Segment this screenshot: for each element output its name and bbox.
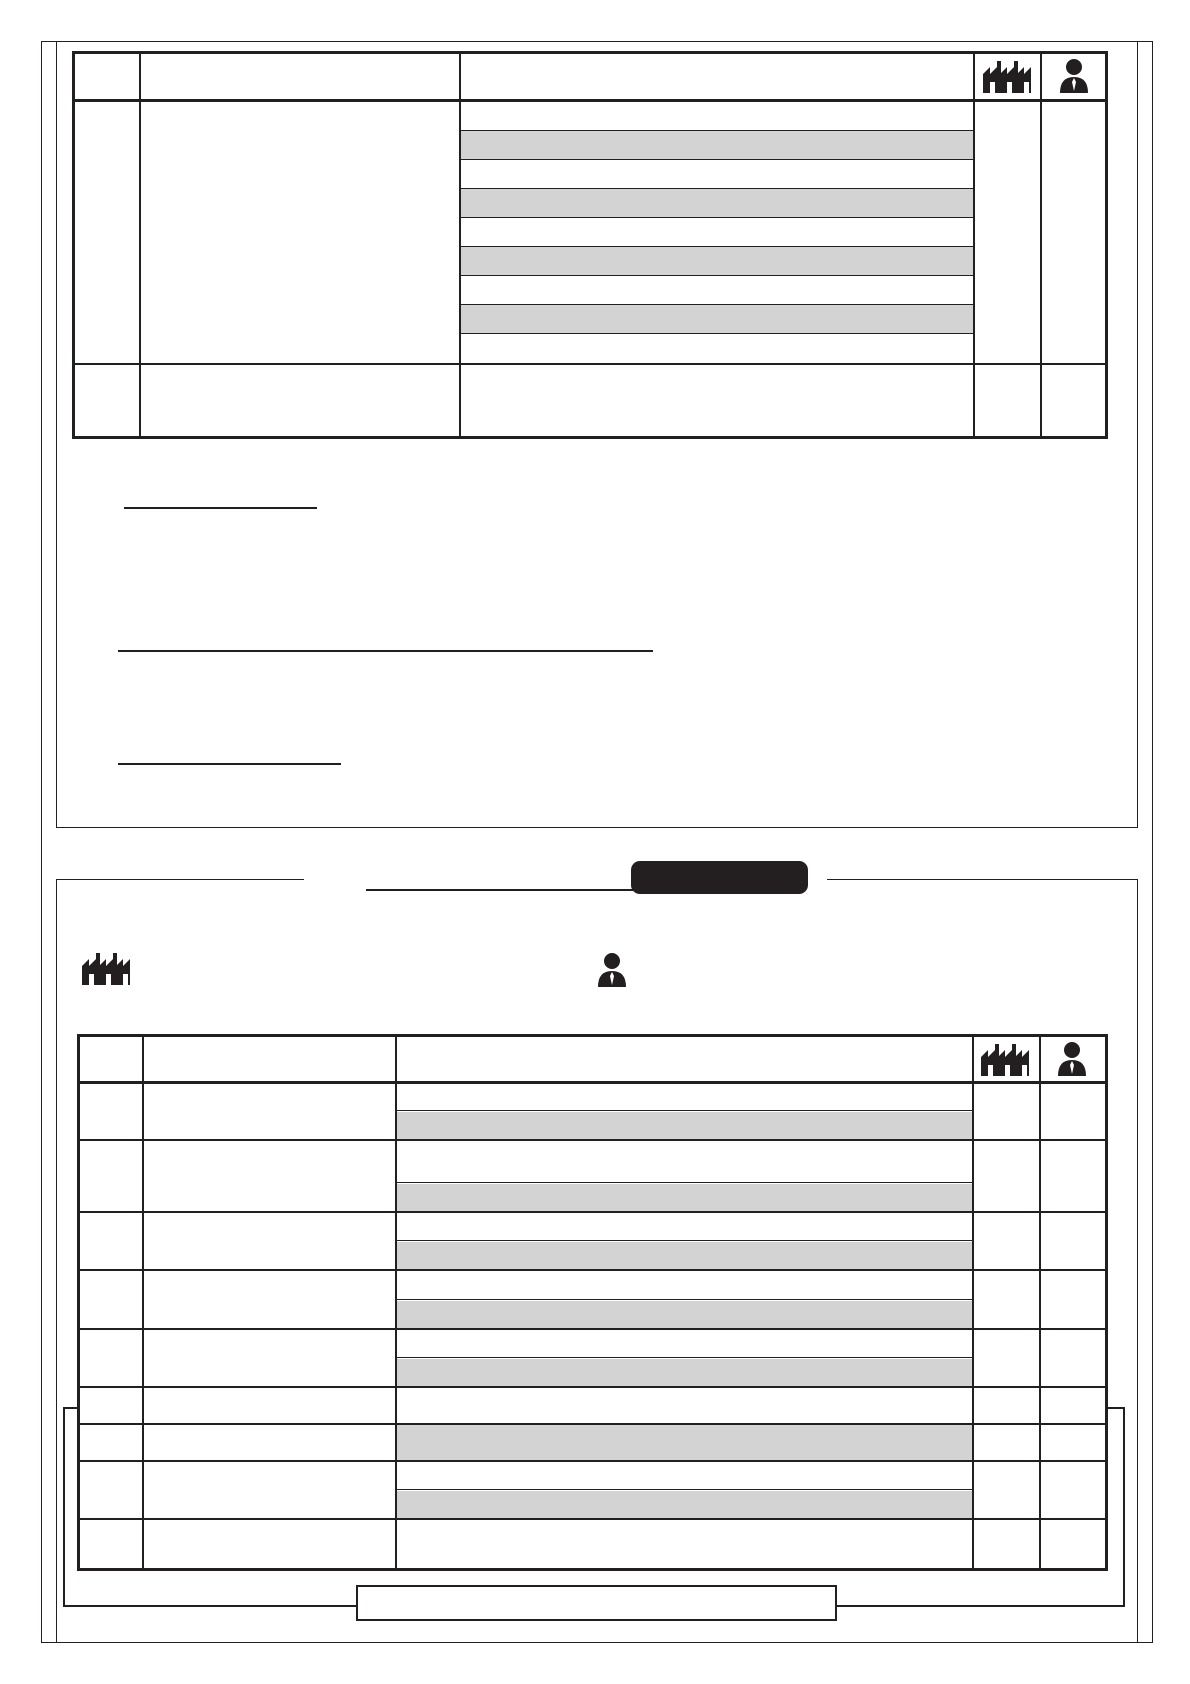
bottom-panel-top-right xyxy=(827,879,1138,880)
bottom-detail-cell xyxy=(397,1184,972,1211)
legend-factory-label xyxy=(140,958,580,982)
detail-row xyxy=(461,247,973,276)
top-table-col-line xyxy=(973,51,975,439)
bottom-detail-cell xyxy=(397,1213,972,1241)
top-table-col-line xyxy=(139,51,141,439)
bottom-table-col-line xyxy=(142,1034,144,1571)
bracket-right-top xyxy=(1108,1407,1125,1409)
notes-heading-3 xyxy=(118,736,341,760)
detail-row xyxy=(461,218,973,247)
bracket-left-top xyxy=(63,1407,78,1409)
detail-row xyxy=(461,305,973,334)
factory-icon xyxy=(980,1043,1030,1077)
top-table-detail-stripes xyxy=(461,102,973,363)
detail-row xyxy=(461,102,973,131)
bottom-detail-cell xyxy=(397,1359,972,1386)
factory-icon xyxy=(982,60,1032,94)
detail-row xyxy=(461,276,973,305)
bottom-detail-cell xyxy=(397,1520,972,1568)
top-table-header-item xyxy=(145,60,455,90)
bottom-detail-cell xyxy=(397,1425,972,1460)
bottom-detail-cell xyxy=(397,1462,972,1490)
bottom-title-underline xyxy=(366,889,634,891)
bottom-detail-cell xyxy=(397,1330,972,1358)
bottom-detail-cell xyxy=(397,1084,972,1111)
person-icon xyxy=(1057,1041,1087,1077)
factory-icon xyxy=(80,952,132,986)
bottom-detail-cell xyxy=(397,1491,972,1518)
bottom-table-col-line xyxy=(972,1034,974,1571)
bottom-detail-cell xyxy=(397,1242,972,1269)
top-table-header-no xyxy=(75,60,135,90)
person-icon xyxy=(596,952,628,988)
bottom-panel-top-left xyxy=(56,879,304,880)
bottom-detail-cell xyxy=(397,1271,972,1300)
notes-heading-3-underline xyxy=(118,763,341,765)
top-table-row-rule xyxy=(72,363,1108,365)
bottom-badge xyxy=(631,861,808,894)
notes-heading-2 xyxy=(118,623,653,647)
bottom-detail-cell xyxy=(397,1112,972,1139)
detail-row xyxy=(461,189,973,218)
notes-heading-1-underline xyxy=(124,507,317,509)
legend-person-label xyxy=(636,958,1076,982)
bottom-detail-cell xyxy=(397,1388,972,1423)
detail-row xyxy=(461,334,973,363)
notes-heading-1 xyxy=(124,480,317,504)
bottom-detail-cell xyxy=(397,1141,972,1183)
footer-box xyxy=(356,1585,837,1621)
person-icon xyxy=(1059,58,1089,94)
notes-heading-2-underline xyxy=(118,650,653,652)
top-table-header-details xyxy=(465,60,965,90)
bottom-table-col-line xyxy=(1039,1034,1041,1571)
top-table-col-line xyxy=(1040,51,1042,439)
bottom-title xyxy=(366,862,634,886)
detail-row xyxy=(461,131,973,160)
bottom-detail-cell xyxy=(397,1301,972,1328)
detail-row xyxy=(461,160,973,189)
